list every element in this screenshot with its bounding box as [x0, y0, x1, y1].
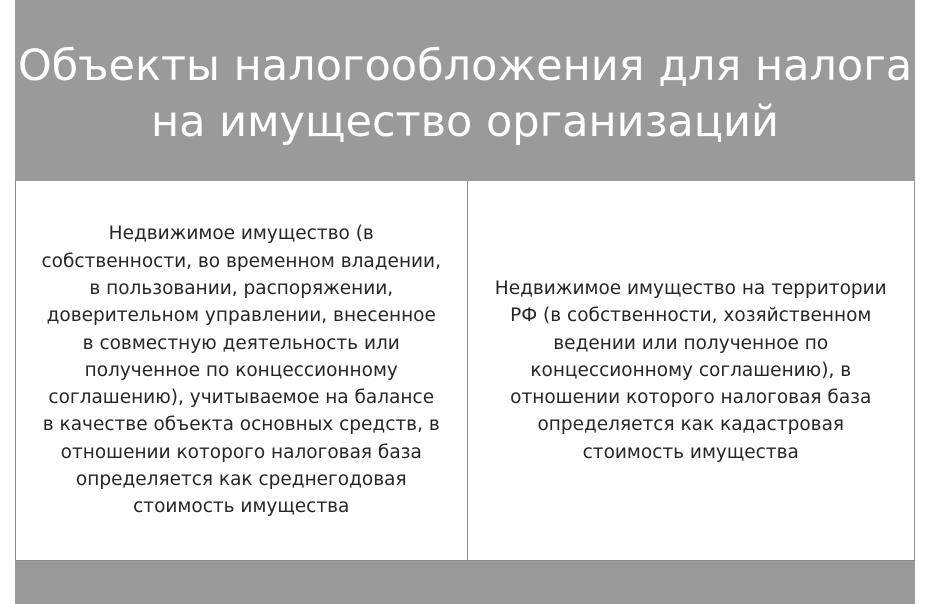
cell-text-average-annual-value: Недвижимое имущество (в собственности, во временном владении, в пользовании, распоряжении, доверительном управлении, внесенное в совместную деятельность или полученное по концессионному соглашению), учитываемое на балансе в качестве объекта основных средств, в отношении которого налоговая база определяется как среднегодовая стоимость имущества	[41, 223, 441, 518]
table-cell-cadastral-value	[468, 181, 915, 560]
slide-title: Объекты налогообложения для налога на имущество организаций	[17, 40, 913, 147]
cell-text-cadastral-value: Недвижимое имущество на территории РФ (в собственности, хозяйственном ведении или полученное по концессионному соглашению), в отношении которого налоговая база определяется как кадастровая стоимость имущества	[494, 277, 887, 463]
objects-table	[15, 181, 915, 561]
title-band	[15, 0, 915, 181]
footer-band	[15, 561, 915, 604]
table-cell-average-annual-value	[16, 181, 468, 560]
